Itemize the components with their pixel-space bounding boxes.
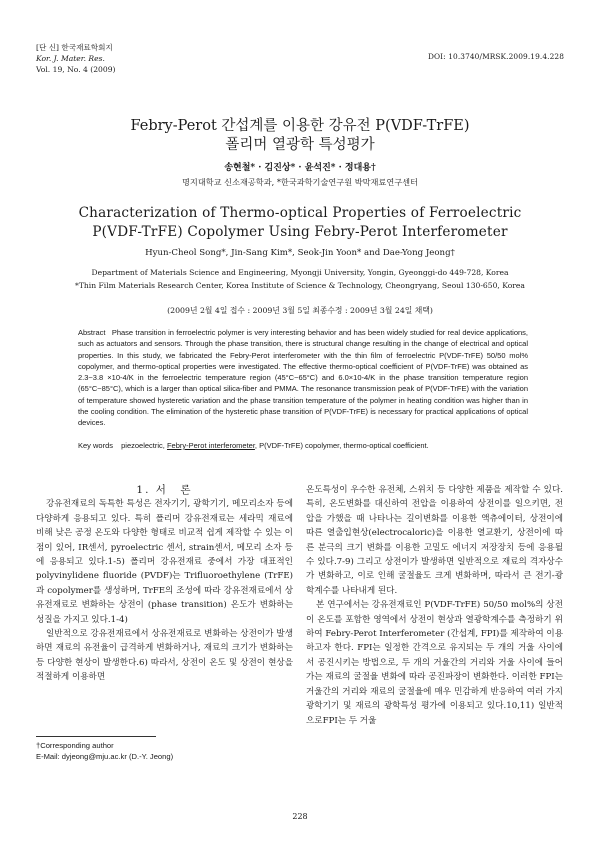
journal-name-kr: [단 신] 한국재료학회지 (36, 43, 113, 52)
doi[interactable]: DOI: 10.3740/MRSK.2009.19.4.228 (427, 52, 564, 61)
affiliation-english (0, 266, 600, 292)
keywords-label: Key words (78, 441, 114, 450)
received-dates: (2009년 2월 4일 접수 : 2009년 3월 5일 최종수정 : 2009년 3월 24일 채택) (167, 306, 433, 315)
footnote (36, 736, 293, 762)
body-paragraph: 강유전재료의 독특한 특성은 전자기기, 광학기기, 메모리소자 등에 다양하게 응용되고 있다. 특히 폴리머 강유전재료는 세라믹 재료에 비해 낮은 공정 온도와 다양한 형태로 비교적 쉽게 제작할 수 있는 이점이 있어, IR센서, pyroelectric 센서, strain센서, 메모리 소자 등에 응용되고 있다.1-5) 폴리머 강유전재료 중에서 가장 대표적인 polyvinylidene fluoride (PVDF)는 Trifluoroethylene (TrFE)과 copolymer를 생성하며, TrFE의 조성에 따라 강유전재료에서 상유전재료로 변화하는 상전이 (phase transition) 온도가 변화하는 성질을 가지고 있다.1-4) (36, 499, 293, 625)
journal-volume: Vol. 19, No. 4 (2009) (36, 65, 116, 74)
title-korean-line2: 폴리머 열광학 특성평가 (225, 137, 375, 153)
abstract-text: Phase transition in ferroelectric polymer is very interesting behavior and has been widely studied for real device applications, such as actuators and sensors. Through the phase transition, there is structural change resulting in the change of electrical and optical properties. In this study, we fabricated the Febry-Perot interferometer with the thin film of ferroelectric P(VDF-TrFE) 50/50 mol% copolymer, and thermo-optical properties were investigated. The effective thermo-optical coefficient of P(VDF-TrFE) was obtained as 2.3~3.8 ×10-4/K in the ferroelectric temperature region (45°C~65°C) and 6.0×10-4/K in the phase transition temperature region (65°C~85°C), which is a larger than optical silica-fiber and PMMA. The resonance transmission peak of P(VDF-TrFE) with the variation of temperature showed hysteretic variation and the phase transition temperature of the polymer in heating condition was higher than in the cooling condition. The elimination of the hysteretic phase transition of P(VDF-TrFE) is necessary for practical applications of optical devices. (78, 328, 528, 428)
abstract-label: Abstract (78, 328, 106, 337)
keywords-text-pre: piezoelectric, (121, 441, 167, 450)
body-paragraph: 온도특성이 우수한 유전체, 스위치 등 다양한 제품을 제작할 수 있다. 특히, 온도변화를 대신하여 전압을 이용하여 상전이를 일으키면, 전압을 가했을 때 나타나는 길이변화를 이용한 액츄에이터, 상전이에 따른 열출입현상(electrocaloric)을 이용한 열교환기, 상전이에 따른 분극의 크기 변화를 이용한 고밀도 에너지 저장장치 등에 응용될 수 있다.7-9) 그리고 상전이가 발생하면 일반적으로 재료의 격자상수가 변화하고, 이로 인해 굴절율도 크게 변화하며, 따라서 큰 전기-광학계수를 나타내게 된다. (306, 485, 563, 596)
affiliation-korean: 명지대학교 신소재공학과, *한국과학기술연구원 박막재료연구센터 (182, 177, 418, 187)
body-column-left (36, 483, 293, 685)
page-number: 228 (292, 812, 308, 821)
authors-english: Hyun-Cheol Song*, Jin-Sang Kim*, Seok-Jin Yoon* and Dae-Yong Jeong† (145, 248, 455, 258)
footnote-email[interactable]: E-Mail: dyjeong@mju.ac.kr (D.-Y. Jeong) (36, 752, 174, 761)
section-heading-introduction: 1. 서 론 (136, 484, 193, 496)
keywords-text-underlined: Febry-Perot interferometer (166, 441, 255, 450)
title-korean-line1: Febry-Perot 간섭계를 이용한 강유전 P(VDF-TrFE) (130, 118, 470, 134)
keywords-text-post: , P(VDF-TrFE) copolymer, thermo-optical coefficient. (254, 441, 429, 450)
journal-name-en: Kor. J. Mater. Res. (36, 54, 105, 63)
body-column-right (306, 483, 563, 728)
affiliation-english-line1: Department of Materials Science and Engineering, Myongji University, Yongin, Gyeonggi-do 449-728, Korea (91, 268, 509, 277)
abstract (78, 327, 528, 429)
affiliation-english-line2: *Thin Film Materials Research Center, Korea Institute of Science & Technology, Cheongryang, Seoul 130-650, Korea (75, 281, 525, 290)
journal-info (36, 42, 116, 75)
title-english-line1: Characterization of Thermo-optical Properties of Ferroelectric (78, 205, 522, 221)
title-english (0, 204, 600, 242)
keywords (78, 441, 528, 450)
footnote-divider (36, 736, 156, 737)
title-english-line2: P(VDF-TrFE) Copolymer Using Febry-Perot Interferometer (92, 224, 508, 240)
authors-korean: 송현철* · 김진상* · 윤석진* · 정대용† (224, 163, 376, 173)
body-paragraph: 일반적으로 강유전재료에서 상유전재료로 변화하는 상전이가 발생하면 재료의 유전율이 급격하게 변화하거나, 재료의 크기가 변화하는 등 다양한 현상이 발생한다.6) 따라서, 상전이 온도 및 상전이 현상을 적절하게 이용하면 (36, 629, 293, 683)
footnote-corresponding: †Corresponding author (36, 741, 114, 750)
body-paragraph: 본 연구에서는 강유전재료인 P(VDF-TrFE) 50/50 mol%의 상전이 온도를 포함한 영역에서 상전이 현상과 열광학계수를 측정하기 위하여 Febry-Perot Interferometer (간섭계, FPI)를 제작하여 이용하고자 한다. FPI는 일정한 간격으로 유지되는 두 개의 거울 사이에서 공진시키는 방법으로, 두 개의 거울간의 거리와 거울 사이에 들어가는 재료의 굴절율 변화에 따라 공진파장이 변화한다. 이러한 FPI는 거울간의 거리와 재료의 굴절율에 매우 민감하게 반응하여 여러 가지 광학기기 및 재료의 광학특성 평가에 이용되고 있다.10,11) 일반적으로FPI는 두 거울 (306, 600, 563, 726)
title-korean (0, 117, 600, 155)
